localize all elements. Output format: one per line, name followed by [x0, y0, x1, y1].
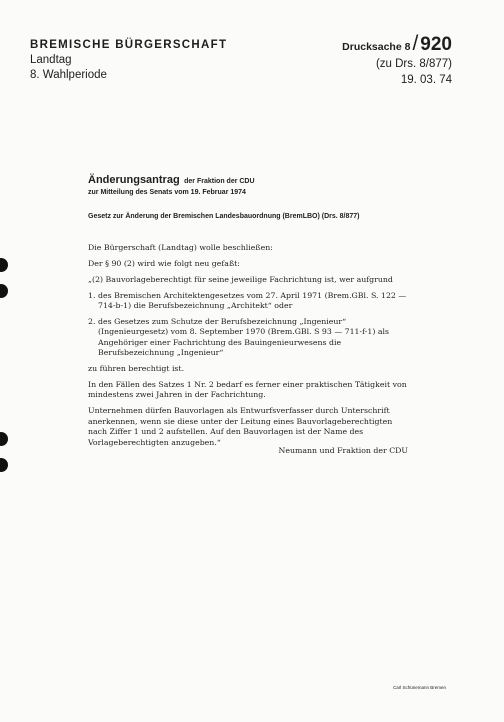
- list-text: des Gesetzes zum Schutze der Berufsbezeichnung „Ingenieur“ (Ingenieurgesetz) vom 8. September 1970 (Brem.GBl. S 93 — 711-f-1) als Angehöriger einer Fachrichtung des Bauingenieurwesens die Berufsbezeichnung „Ingenieur“: [98, 317, 389, 358]
- paragraph: Unternehmen dürfen Bauvorlagen als Entwurfsverfasser durch Unterschrift anerkennen, wenn sie diese unter der Leitung eines Bauvorlageberechtigten nach Ziffer 1 und 2 aufstellen. Auf den Bauvorlagen ist der Name des Vorlageberechtigten anzugeben.“: [88, 406, 393, 447]
- document-body: [88, 243, 408, 454]
- printer-imprint: Carl Schünemann Bremen: [393, 685, 447, 690]
- paragraph: Die Bürgerschaft (Landtag) wolle beschließen:: [88, 243, 273, 252]
- title-by: der Fraktion der CDU: [184, 178, 255, 185]
- slash-separator: /: [412, 32, 419, 55]
- document-id-block: [342, 32, 452, 88]
- punch-hole: [0, 432, 8, 446]
- punch-hole: [0, 458, 8, 472]
- punch-hole: [0, 258, 8, 272]
- title-line2: zur Mitteilung des Senats vom 19. Februar 1974: [88, 189, 246, 196]
- org-name: BREMISCHE BÜRGERSCHAFT: [30, 39, 228, 51]
- title-main: Änderungsantrag: [88, 174, 180, 186]
- paragraph: „(2) Bauvorlageberechtigt für seine jeweilige Fachrichtung ist, wer aufgrund: [88, 274, 393, 284]
- list-item: [88, 317, 408, 359]
- subject-line: Gesetz zur Änderung der Bremischen Landesbauordnung (BremLBO) (Drs. 8/877): [88, 213, 360, 220]
- punch-hole: [0, 284, 8, 298]
- paragraph: Der § 90 (2) wird wie folgt neu gefaßt:: [88, 258, 240, 268]
- list-item: [88, 291, 408, 312]
- list-number: 2.: [88, 317, 96, 327]
- paragraph: In den Fällen des Satzes 1 Nr. 2 bedarf es ferner einer praktischen Tätigkeit von mindestens zwei Jahren in der Fachrichtung.: [88, 380, 407, 400]
- doc-reference: (zu Drs. 8/877): [375, 58, 452, 70]
- paragraph: zu führen berechtigt ist.: [88, 364, 185, 374]
- chamber: Landtag: [30, 54, 72, 66]
- letterhead: [30, 37, 227, 83]
- list-number: 1.: [88, 290, 96, 300]
- list-text: des Bremischen Architektengesetzes vom 27. April 1971 (Brem.GBl. S. 122 — 714-b-1) die Berufsbezeichnung „Architekt“ oder: [98, 290, 407, 311]
- signature: Neumann und Fraktion der CDU: [278, 446, 408, 455]
- doc-date: 19. 03. 74: [400, 74, 452, 86]
- doc-number: 920: [420, 34, 452, 55]
- legislative-period: 8. Wahlperiode: [30, 69, 107, 81]
- doc-label: Drucksache 8: [342, 41, 411, 53]
- document-title: [88, 170, 255, 196]
